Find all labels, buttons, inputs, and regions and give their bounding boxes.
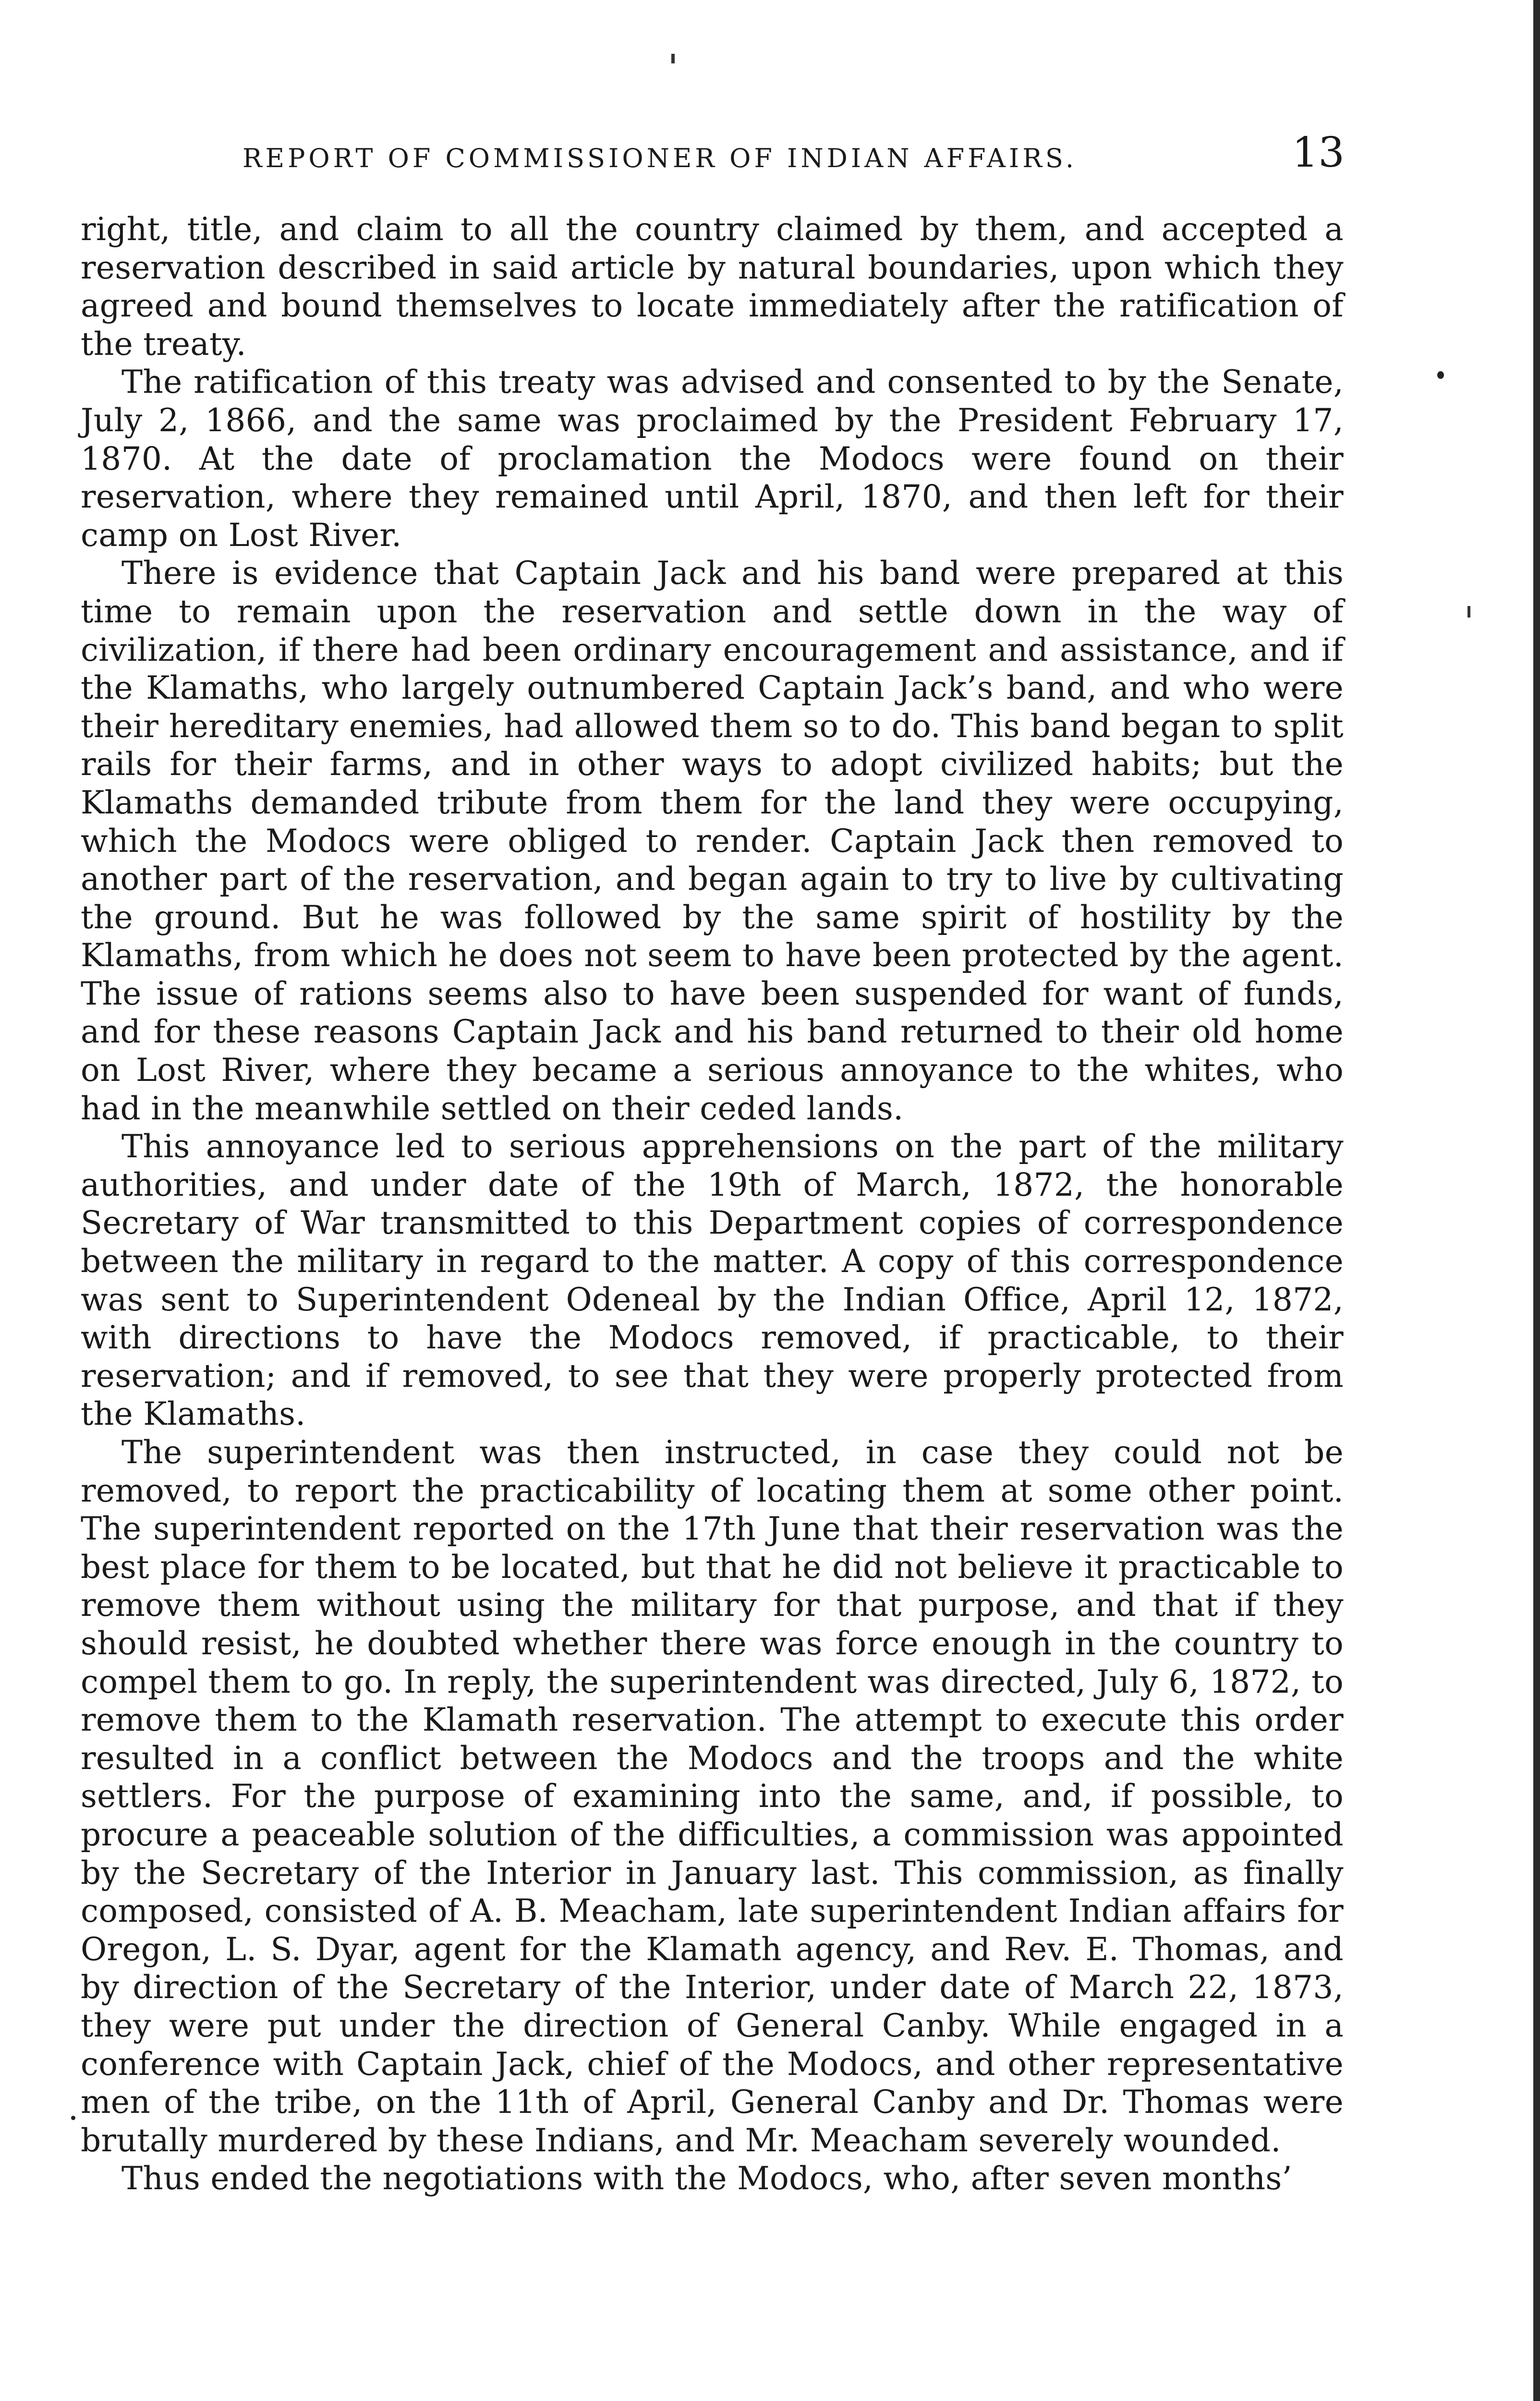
paragraph-treaty-ratification: The ratification of this treaty was advised and consented to by the Senate, July 2, 1866, and the same was proclaimed by the President February 17, 1870. At the date of proclamation the Modocs were found on their reservation, where they remained until April, 1870, and then left for their camp on Lost River. <box>81 364 1344 554</box>
stray-mark-top <box>671 54 675 63</box>
paragraph-military-correspondence: This annoyance led to serious apprehensions on the part of the military authorities, and under date of the 19th of March, 1872, the honorable Secretary of War transmitted to this Department copies of correspondence between the military in regard to the matter. A copy of this correspondence was sent to Superintendent Odeneal by the Indian Office, April 12, 1872, with directions to have the Modocs removed, if practicable, to their reservation; and if removed, to see that they were properly protected from the Klamaths. <box>81 1128 1344 1433</box>
margin-tick-right <box>1467 606 1470 618</box>
page-header <box>226 129 1345 182</box>
margin-dot-right <box>1437 371 1444 379</box>
margin-dot-left <box>71 2116 75 2120</box>
page-edge-border <box>1533 0 1540 2401</box>
paragraph-continuation: right, title, and claim to all the country claimed by them, and accepted a reservation described in said article by natural boundaries, upon which they agreed and bound themselves to locate immediately after the ratification of the treaty. <box>81 211 1344 363</box>
body-text <box>81 210 1344 2198</box>
paragraph-superintendent-instructions: The superintendent was then instructed, in case they could not be removed, to report the practicability of locating them at some other point. The superintendent reported on the 17th June that their reservation was the best place for them to be located, but that he did not believe it practicable to remove them without using the military for that purpose, and that if they should resist, he doubted whether there was force enough in the country to compel them to go. In reply, the superintendent was directed, July 6, 1872, to remove them to the Klamath reservation. The attempt to execute this order resulted in a conflict between the Modocs and the troops and the white settlers. For the purpose of examining into the same, and, if possible, to procure a peaceable solution of the difficulties, a commission was appointed by the Secretary of the Interior in January last. This commission, as finally composed, consisted of A. B. Meacham, late superintendent Indian affairs for Oregon, L. S. Dyar, agent for the Klamath agency, and Rev. E. Thomas, and by direction of the Secretary of the Interior, under date of March 22, 1873, they were put under the direction of General Canby. While engaged in a conference with Captain Jack, chief of the Modocs, and other representative men of the tribe, on the 11th of April, General Canby and Dr. Thomas were brutally murdered by these Indians, and Mr. Meacham severely wounded. <box>81 1434 1344 2159</box>
running-head: REPORT OF COMMISSIONER OF INDIAN AFFAIRS. <box>243 143 1078 173</box>
paragraph-negotiations-ended: Thus ended the negotiations with the Modocs, who, after seven months’ <box>121 2160 1292 2197</box>
paragraph-captain-jack-band: There is evidence that Captain Jack and his band were prepared at this time to remain upon the reservation and settle down in the way of civilization, if there had been ordinary encouragement and assistance, and if the Klamaths, who largely outnumbered Captain Jack’s band, and who were their hereditary enemies, had allowed them so to do. This band began to split rails for their farms, and in other ways to adopt civilized habits; but the Klamaths demanded tribute from them for the land they were occupying, which the Modocs were obliged to render. Captain Jack then removed to another part of the reservation, and began again to try to live by cultivating the ground. But he was followed by the same spirit of hostility by the Klamaths, from which he does not seem to have been protected by the agent. The issue of rations seems also to have been suspended for want of funds, and for these reasons Captain Jack and his band returned to their old home on Lost River, where they became a serious annoyance to the whites, who had in the meanwhile settled on their ceded lands. <box>81 555 1344 1127</box>
page-number: 13 <box>1292 129 1345 177</box>
